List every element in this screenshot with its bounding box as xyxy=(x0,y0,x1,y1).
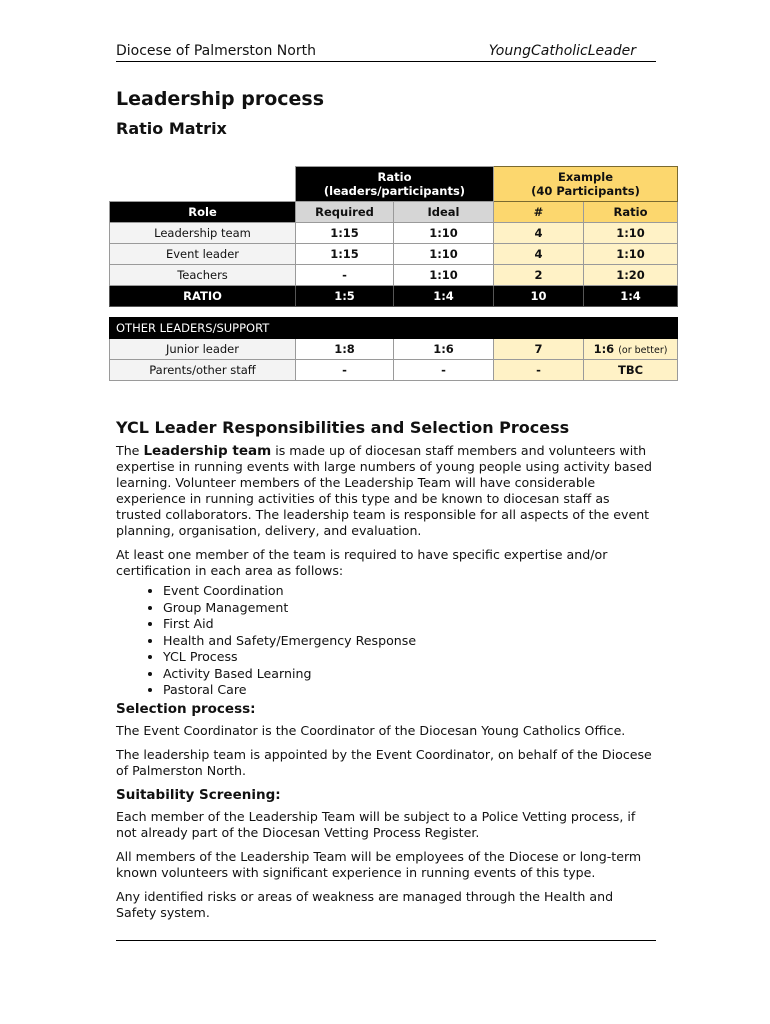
column-header-ratio: Ratio xyxy=(584,202,678,223)
ideal-cell: - xyxy=(394,360,494,381)
ratio-cell: 1:10 xyxy=(584,223,678,244)
total-required: 1:5 xyxy=(296,286,394,307)
column-header-ideal: Ideal xyxy=(394,202,494,223)
page-header xyxy=(116,43,656,62)
total-count: 10 xyxy=(494,286,584,307)
total-label: RATIO xyxy=(110,286,296,307)
count-cell: - xyxy=(494,360,584,381)
role-cell: Junior leader xyxy=(110,339,296,360)
selection-paragraph-2: The leadership team is appointed by the Event Coordinator, on behalf of the Diocese of Palmerston North. xyxy=(116,746,652,778)
table-spacer xyxy=(110,307,678,318)
list-item: • Event Coordination xyxy=(163,583,656,600)
leadership-team-term: Leadership team xyxy=(143,443,272,459)
role-cell: Event leader xyxy=(110,244,296,265)
ideal-cell: 1:10 xyxy=(394,244,494,265)
list-item: • Group Management xyxy=(163,600,656,617)
count-cell: 4 xyxy=(494,223,584,244)
ratio-value: 1:6 xyxy=(593,342,615,356)
example-group-header: Example (40 Participants) xyxy=(494,167,678,202)
ratio-matrix-table xyxy=(109,166,678,381)
other-leaders-header: OTHER LEADERS/SUPPORT xyxy=(110,318,678,339)
ideal-cell: 1:10 xyxy=(394,223,494,244)
responsibilities-section xyxy=(116,418,656,929)
column-header-role: Role xyxy=(110,202,296,223)
ideal-cell: 1:6 xyxy=(394,339,494,360)
expertise-intro-paragraph: At least one member of the team is required to have specific expertise and/or certification in each area as follows: xyxy=(116,547,608,578)
page-title: Leadership process xyxy=(116,88,325,110)
table-row xyxy=(110,223,678,244)
table-corner-blank xyxy=(110,167,296,202)
required-cell: 1:15 xyxy=(296,223,394,244)
ratio-cell: 1:20 xyxy=(584,265,678,286)
list-item: • Activity Based Learning xyxy=(163,666,656,683)
ratio-cell: 1:10 xyxy=(584,244,678,265)
count-cell: 4 xyxy=(494,244,584,265)
role-cell: Teachers xyxy=(110,265,296,286)
table-row xyxy=(110,360,678,381)
ratio-total-row xyxy=(110,286,678,307)
role-cell: Leadership team xyxy=(110,223,296,244)
ratio-cell xyxy=(584,339,678,360)
ratio-note: (or better) xyxy=(618,345,668,356)
intro-lead-text: The xyxy=(116,443,144,458)
total-ratio: 1:4 xyxy=(584,286,678,307)
suitability-heading: Suitability Screening: xyxy=(116,786,281,803)
column-header-required: Required xyxy=(296,202,394,223)
header-organisation: Diocese of Palmerston North xyxy=(116,43,316,59)
suitability-paragraph-1: Each member of the Leadership Team will be subject to a Police Vetting process, if not already part of the Diocesan Vetting Process Register. xyxy=(116,808,636,840)
table-row xyxy=(110,339,678,360)
header-programme: YoungCatholicLeader xyxy=(488,43,636,59)
list-item: • YCL Process xyxy=(163,649,656,666)
suitability-paragraph-3: Any identified risks or areas of weakness are managed through the Health and Safety system. xyxy=(116,888,614,920)
expertise-list xyxy=(116,583,656,699)
role-cell: Parents/other staff xyxy=(110,360,296,381)
column-header-count: # xyxy=(494,202,584,223)
required-cell: - xyxy=(296,360,394,381)
page-subtitle: Ratio Matrix xyxy=(116,119,227,138)
count-cell: 7 xyxy=(494,339,584,360)
list-item: • Pastoral Care xyxy=(163,682,656,699)
required-cell: - xyxy=(296,265,394,286)
table-row xyxy=(110,244,678,265)
ratio-cell: TBC xyxy=(584,360,678,381)
section-heading: YCL Leader Responsibilities and Selection Process xyxy=(116,418,570,437)
total-ideal: 1:4 xyxy=(394,286,494,307)
count-cell: 2 xyxy=(494,265,584,286)
footer-rule xyxy=(116,940,656,941)
intro-rest-text: is made up of diocesan staff members and volunteers with expertise in running events with large numbers of young people using activity based learning. Volunteer members of the Leadership Team will have considerable experience in running activities of this type and be known to diocesan staff as trusted collaborators. The leadership team is responsible for all aspects of the event planning, organisation, delivery, and evaluation. xyxy=(116,443,652,538)
leadership-team-paragraph xyxy=(116,443,656,539)
list-item: • Health and Safety/Emergency Response xyxy=(163,633,656,650)
suitability-paragraph-2: All members of the Leadership Team will be employees of the Diocese or long-term known volunteers with significant experience in running events of this type. xyxy=(116,848,642,880)
required-cell: 1:15 xyxy=(296,244,394,265)
table-row xyxy=(110,265,678,286)
selection-heading: Selection process: xyxy=(116,700,256,717)
required-cell: 1:8 xyxy=(296,339,394,360)
selection-paragraph-1: The Event Coordinator is the Coordinator of the Diocesan Young Catholics Office. xyxy=(116,722,626,738)
list-item: • First Aid xyxy=(163,616,656,633)
ratio-group-header: Ratio (leaders/participants) xyxy=(296,167,494,202)
ideal-cell: 1:10 xyxy=(394,265,494,286)
